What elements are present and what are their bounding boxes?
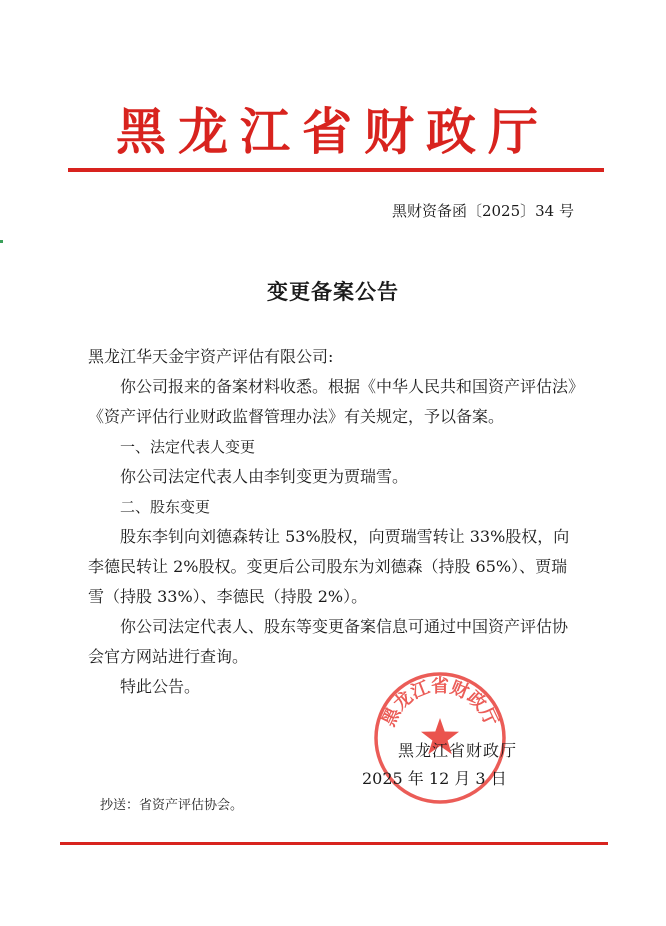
- section2-paragraph: 股东李钊向刘德森转让 53%股权，向贾瑞雪转让 33%股权，向李德民转让 2%股权。变更后公司股东为刘德森（持股 65%）、贾瑞雪（持股 33%）、李德民（持股 2%）。: [88, 527, 570, 606]
- signature-date: 2025 年 12 月 3 日: [362, 769, 507, 788]
- document-title: 变更备案公告: [267, 279, 399, 304]
- red-footer-rule: [60, 842, 608, 845]
- signer-name: 黑龙江省财政厅: [398, 741, 518, 760]
- section1-heading: 一、法定代表人变更: [120, 438, 256, 456]
- document-body: [88, 342, 582, 702]
- scan-edge-mark: [0, 240, 3, 243]
- intro-paragraph: 你公司报来的备案材料收悉。根据《中华人民共和国资产评估法》《资产评估行业财政监督管理办法》有关规定，予以备案。: [88, 377, 577, 426]
- document-number: 黑财资备函〔2025〕34 号: [391, 202, 574, 220]
- agency-masthead: 黑龙江省财政厅: [116, 103, 550, 161]
- closing-paragraph: 你公司法定代表人、股东等变更备案信息可通过中国资产评估协会官方网站进行查询。: [88, 617, 569, 666]
- red-header-rule: [68, 168, 604, 172]
- seal-text: 黑龙江省财政厅: [378, 676, 502, 730]
- cc-line: 抄送：省资产评估协会。: [100, 798, 244, 813]
- section2-heading: 二、股东变更: [120, 498, 211, 516]
- notice-end: 特此公告。: [120, 677, 201, 696]
- addressee: 黑龙江华天金宇资产评估有限公司:: [88, 347, 334, 366]
- section1-paragraph: 你公司法定代表人由李钊变更为贾瑞雪。: [120, 467, 409, 486]
